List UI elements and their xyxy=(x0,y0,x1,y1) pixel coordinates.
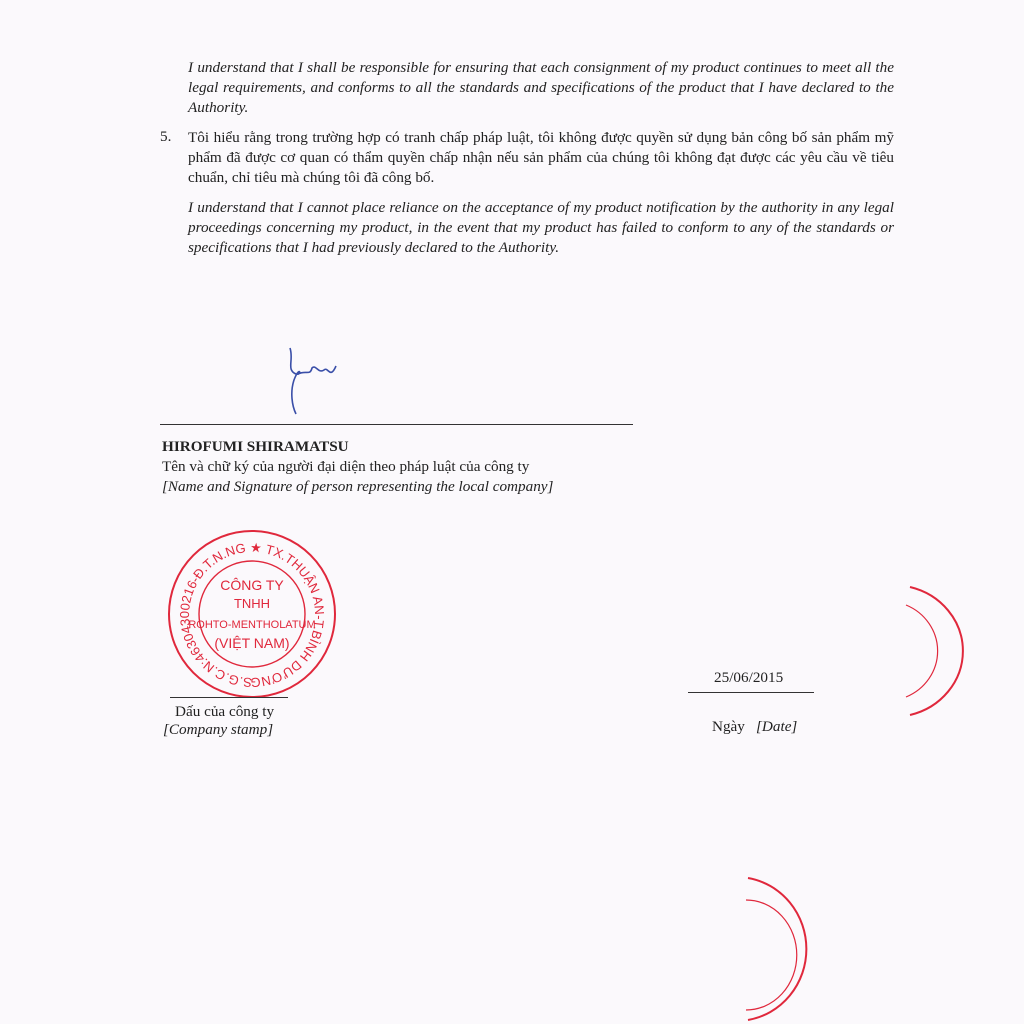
paragraph-5-english: I understand that I cannot place reliance on the acceptance of my product notification by the authority in any legal proceedings concerning my product, in the event that my product has failed to conform to any of the standards or specifications that I had previously declared to the Authority. xyxy=(188,199,894,256)
date-value: 25/06/2015 xyxy=(714,669,784,686)
stamp-label-vi: Dấu của công ty xyxy=(175,703,275,720)
signature-label-vi: Tên và chữ ký của người đại diện theo pháp luật của công ty xyxy=(162,458,530,475)
stamp-line-1: CÔNG TY xyxy=(220,577,284,593)
stamp-line-3: ROHTO-MENTHOLATUM xyxy=(188,619,316,631)
signatory-name: HIROFUMI SHIRAMATSU xyxy=(162,438,349,455)
stamp-line-2: TNHH xyxy=(233,596,271,611)
stamp-line-4: (VIỆT NAM) xyxy=(214,635,290,651)
company-stamp xyxy=(159,516,340,698)
handwritten-signature xyxy=(280,340,360,420)
stamp-ring-text: S.G.C.N:46304300216-Đ.T.N.NG ★ TX.THUẬN AN-T.BÌNH DƯƠNG ★ xyxy=(159,516,328,691)
date-line xyxy=(688,692,814,693)
signature-label-en: [Name and Signature of person representing the local company] xyxy=(162,478,554,495)
item-number-5: 5. xyxy=(160,128,172,145)
partial-stamp-bottom xyxy=(740,870,810,1020)
paragraph-5-vietnamese: Tôi hiểu rằng trong trường hợp có tranh chấp pháp luật, tôi không được quyền sử dụng bản công bố sản phẩm mỹ phẩm đã được cơ quan có thẩm quyền chấp nhận nếu sản phẩm của chúng tôi không đạt được các yêu cầu về tiêu chuẩn, chỉ tiêu mà chúng tôi đã công bố. xyxy=(188,129,894,186)
signature-line xyxy=(160,424,633,425)
partial-stamp-right xyxy=(900,585,960,720)
stamp-label-en: [Company stamp] xyxy=(163,721,274,738)
stamp-line xyxy=(170,697,288,698)
paragraph-4-english: I understand that I shall be responsible for ensuring that each consignment of my product continues to meet all the legal requirements, and conforms to all the standards and specifications of the product that I have declared to the Authority. xyxy=(188,59,894,116)
date-label-en: [Date] xyxy=(756,718,798,735)
date-label-vi: Ngày xyxy=(712,718,745,735)
